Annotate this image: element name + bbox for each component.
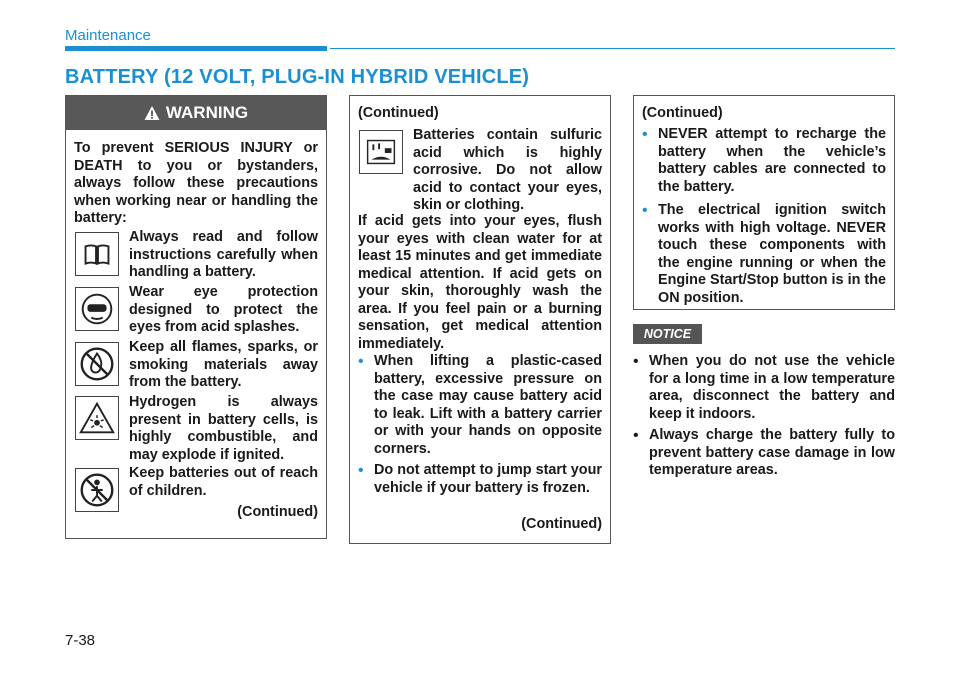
notice-text: When you do not use the vehicle for a long time in a low temperature area, disconnect the battery and keep it indoors. — [649, 353, 895, 422]
bullet-text: NEVER attempt to recharge the battery when the vehicle’s battery cables are connected to the battery. — [658, 126, 886, 195]
instruction-eye-protection: Wear eye protection designed to protect the eyes from acid splashes. — [129, 284, 318, 335]
list-item — [358, 462, 602, 497]
instruction-read: Always read and follow instructions carefully when handling a battery. — [129, 229, 318, 280]
continued-label: (Continued) — [642, 105, 723, 121]
notice-text: Always charge the battery fully to prevent battery case damage in low temperature areas. — [649, 427, 895, 478]
page-number: 7-38 — [65, 632, 96, 649]
book-icon — [75, 232, 119, 276]
bullet-icon: • — [633, 427, 639, 444]
continued-label: (Continued) — [521, 516, 602, 532]
bullet-icon: • — [633, 353, 639, 370]
warning-box-continued-1 — [349, 95, 611, 544]
warning-box — [65, 95, 327, 539]
warning-label: WARNING — [165, 103, 249, 122]
acid-first-aid: If acid gets into your eyes, flush your eyes with clean water for at least 15 minutes and get immediate medical attention. If acid gets on your skin, thoroughly wash the area. If you feel pain or a burning sensation, get medical attention immediately. — [358, 213, 602, 352]
list-item — [642, 126, 886, 196]
bullet-icon: • — [642, 126, 648, 143]
instruction-no-flames: Keep all flames, sparks, or smoking materials away from the battery. — [129, 339, 318, 390]
instruction-hydrogen: Hydrogen is always present in battery cells, is highly combustible, and may explode if ignited. — [129, 394, 318, 463]
header-rule-thin — [330, 48, 895, 49]
bullet-icon: • — [642, 202, 648, 219]
warning-box-continued-2 — [633, 95, 895, 310]
corrosive-warning: Batteries contain sulfuric acid which is highly corrosive. Do not allow acid to contact your eyes, skin or clothing. — [413, 127, 602, 213]
corrosive-icon — [359, 130, 403, 174]
header-rule-thick — [65, 46, 327, 51]
bullet-icon: • — [358, 462, 364, 479]
continued-label: (Continued) — [358, 105, 439, 121]
instruction-children: Keep batteries out of reach of children. — [129, 465, 318, 499]
bullet-icon: • — [358, 353, 364, 370]
no-flame-icon — [75, 342, 119, 386]
page-title: BATTERY (12 VOLT, PLUG-IN HYBRID VEHICLE) — [65, 66, 530, 88]
explosive-icon — [75, 396, 119, 440]
list-item — [642, 202, 886, 307]
keep-children-away-icon — [75, 468, 119, 512]
notice-badge: NOTICE — [633, 324, 702, 344]
list-item — [358, 353, 602, 458]
eye-protection-icon — [75, 287, 119, 331]
list-item — [633, 427, 895, 480]
list-item — [633, 353, 895, 423]
bullet-text: Do not attempt to jump start your vehicle if your battery is frozen. — [374, 462, 602, 496]
section-label: Maintenance — [65, 27, 151, 44]
warning-triangle-icon — [144, 105, 160, 121]
warning-header — [66, 96, 326, 130]
warning-intro: To prevent SERIOUS INJURY or DEATH to you or bystanders, always follow these precautions when working near or handling the battery: — [74, 140, 318, 226]
bullet-text: When lifting a plastic-cased battery, excessive pressure on the case may cause battery acid to leak. Lift with a battery carrier or with your hands on opposite corners. — [374, 353, 602, 457]
bullet-text: The electrical ignition switch works with high voltage. NEVER touch these components with the engine running or when the Engine Start/Stop button is in the ON position. — [658, 202, 886, 306]
continued-label: (Continued) — [237, 504, 318, 520]
